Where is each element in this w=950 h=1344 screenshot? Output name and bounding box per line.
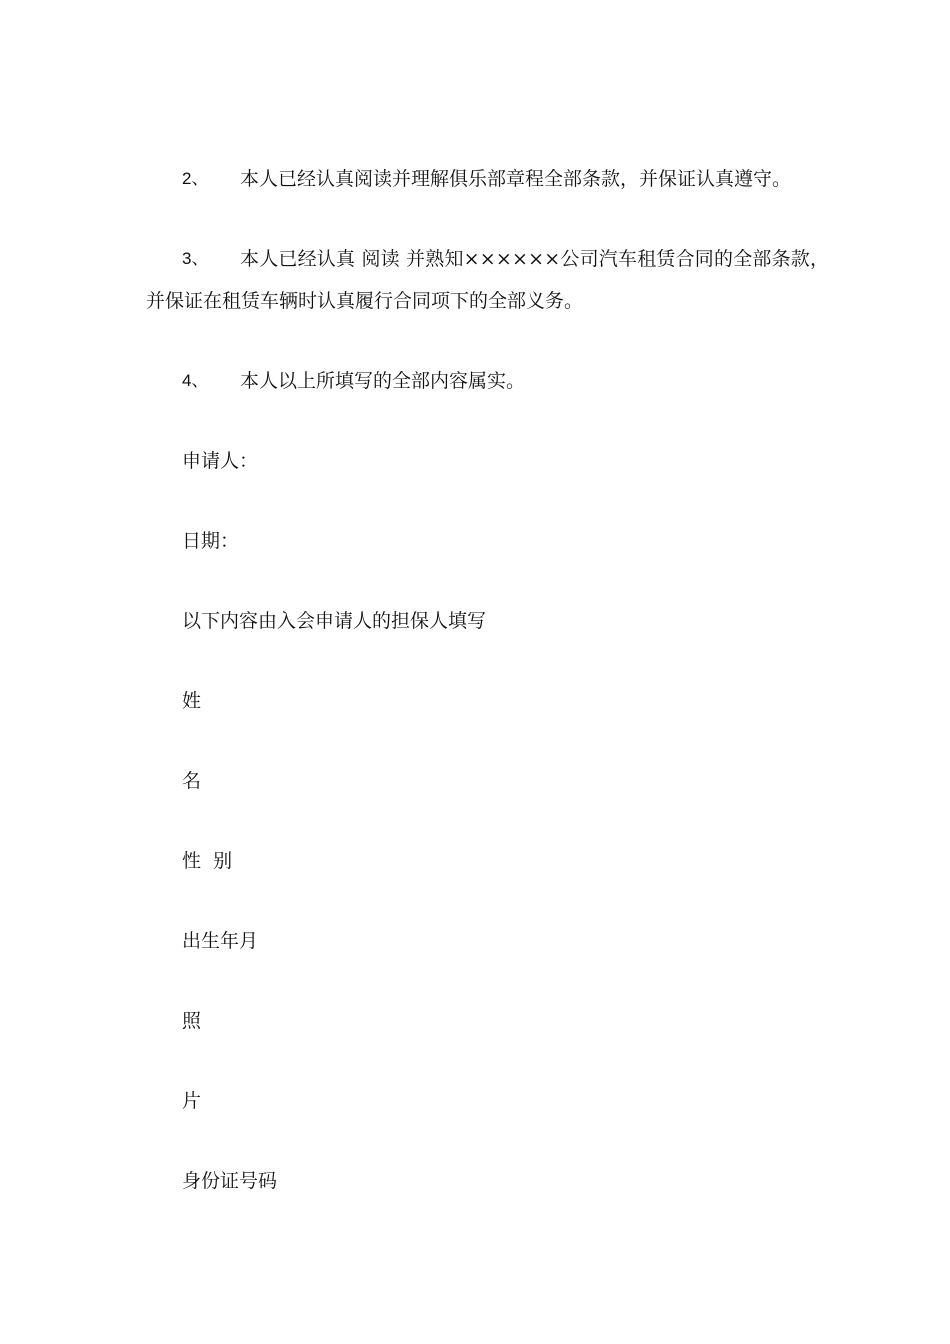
applicant-label: 申请人： <box>182 450 259 472</box>
clause-3-text: 本人已经认真 阅读 并熟知××××××公司汽车租赁合同的全部条款， <box>240 248 830 270</box>
clause-4-number: 4、 <box>182 371 209 390</box>
clause-3-number: 3、 <box>182 249 209 268</box>
field-birthdate-label: 出生年月 <box>182 930 259 952</box>
field-gender-label: 性 别 <box>182 850 233 872</box>
field-surname-label: 姓 <box>182 690 202 712</box>
field-photo-label-2: 片 <box>182 1090 202 1112</box>
clause-2-text: 本人已经认真阅读并理解俱乐部章程全部条款，并保证认真遵守。 <box>240 168 792 190</box>
clause-3-continuation: 并保证在租赁车辆时认真履行合同项下的全部义务。 <box>146 290 584 312</box>
date-label: 日期： <box>182 530 240 552</box>
clause-4-text: 本人以上所填写的全部内容属实。 <box>240 370 526 392</box>
clause-2-number: 2、 <box>182 169 209 188</box>
guarantor-intro: 以下内容由入会申请人的担保人填写 <box>182 610 487 632</box>
field-id-number-label: 身份证号码 <box>182 1170 278 1192</box>
field-name-label: 名 <box>182 770 202 792</box>
field-photo-label-1: 照 <box>182 1010 202 1032</box>
